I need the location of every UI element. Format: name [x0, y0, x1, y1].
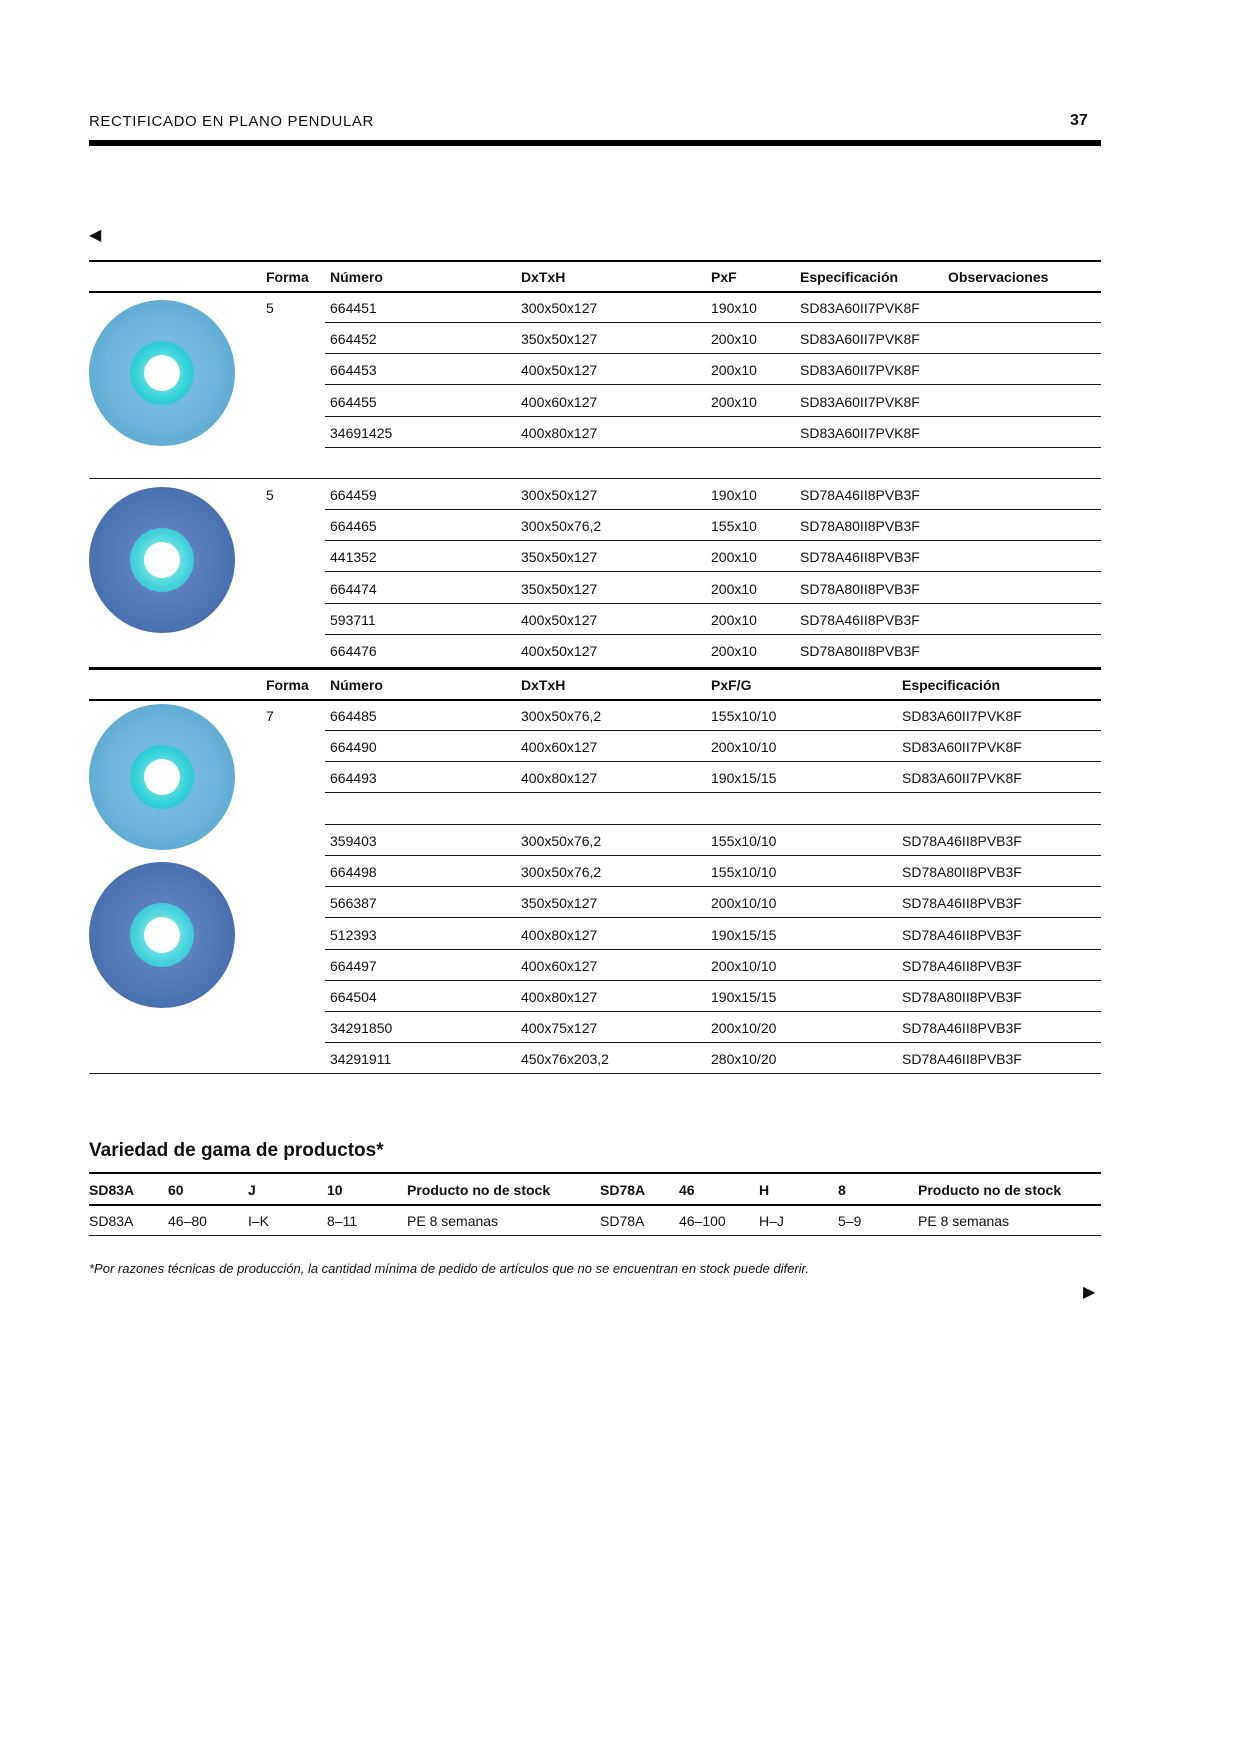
- group-rule: [89, 478, 1101, 479]
- grinding-wheel-image-light: [89, 704, 235, 850]
- table-cell: SD78A46II8PVB3F: [902, 957, 1022, 974]
- table-cell: SD78A46II8PVB3F: [800, 549, 920, 566]
- table-cell: 400x50x127: [521, 362, 598, 379]
- grinding-wheel-image-dark: [89, 862, 235, 1008]
- column-header: SD83A: [89, 1182, 135, 1198]
- table-cell: 34691425: [330, 424, 393, 441]
- table-cell: SD83A60II7PVK8F: [800, 300, 920, 316]
- table-cell: 5–9: [838, 1213, 862, 1229]
- table-cell: 664451: [330, 300, 377, 316]
- table-cell: 200x10: [711, 643, 757, 659]
- table-top-rule: [89, 260, 1101, 262]
- table-cell: 664498: [330, 864, 377, 881]
- table-cell: 190x15/15: [711, 926, 777, 943]
- table-cell: 200x10/10: [711, 957, 777, 974]
- table-cell: 200x10/20: [711, 1020, 777, 1037]
- footnote: *Por razones técnicas de producción, la cantidad mínima de pedido de artículos que no se encuentran en stock puede diferir.: [89, 1261, 810, 1276]
- table-cell: 400x50x127: [521, 611, 598, 628]
- table-cell: 664485: [330, 708, 377, 724]
- table-cell: 400x80x127: [521, 770, 598, 787]
- table-cell: 566387: [330, 895, 377, 912]
- table-cell: 300x50x76,2: [521, 708, 602, 724]
- table-cell: 664459: [330, 487, 377, 503]
- right-triangle-icon[interactable]: ▶: [1083, 1284, 1096, 1301]
- table-cell: I–K: [248, 1213, 270, 1229]
- column-header: DxTxH: [521, 677, 566, 693]
- table-cell: SD78A80II8PVB3F: [902, 864, 1022, 881]
- table-cell: PE 8 semanas: [918, 1213, 1010, 1229]
- table-cell: 664452: [330, 331, 377, 348]
- table-cell: 400x50x127: [521, 643, 598, 659]
- column-header: J: [248, 1182, 256, 1198]
- column-header: Forma: [266, 677, 309, 693]
- column-header: Observaciones: [948, 269, 1049, 285]
- table-cell: SD78A80II8PVB3F: [800, 643, 920, 659]
- row-rule: [325, 792, 1101, 793]
- row-rule: [325, 824, 1101, 825]
- row-rule: [325, 1011, 1101, 1012]
- table-cell: H–J: [759, 1213, 784, 1229]
- table-cell: 46–100: [679, 1213, 726, 1229]
- table-cell: 8–11: [327, 1213, 358, 1229]
- table-cell: SD83A: [89, 1213, 134, 1229]
- column-header: PxF/G: [711, 677, 752, 693]
- row-rule: [325, 322, 1101, 323]
- table-cell: SD83A60II7PVK8F: [902, 708, 1022, 724]
- table-cell: 441352: [330, 549, 377, 566]
- column-header: Producto no de stock: [407, 1182, 551, 1198]
- table-cell: SD83A60II7PVK8F: [800, 393, 920, 410]
- table-cell: 400x80x127: [521, 926, 598, 943]
- table-top-rule: [89, 667, 1101, 670]
- column-header: Número: [330, 677, 383, 693]
- table-cell: 190x15/15: [711, 770, 777, 787]
- table-cell: SD83A60II7PVK8F: [902, 739, 1022, 756]
- column-header: 60: [168, 1182, 184, 1198]
- row-rule: [325, 1042, 1101, 1043]
- forma-value: 5: [266, 300, 274, 316]
- table-cell: 200x10/10: [711, 739, 777, 756]
- table-cell: SD78A80II8PVB3F: [902, 989, 1022, 1005]
- table-cell: 300x50x127: [521, 300, 598, 316]
- page-number: 37: [1070, 112, 1088, 129]
- column-header: Producto no de stock: [918, 1182, 1062, 1198]
- table-cell: 200x10: [711, 393, 757, 410]
- table-cell: 350x50x127: [521, 331, 598, 348]
- row-rule: [325, 730, 1101, 731]
- table-cell: 155x10/10: [711, 864, 777, 881]
- row-rule: [325, 571, 1101, 572]
- column-header: DxTxH: [521, 269, 566, 285]
- table-bottom-rule: [89, 1235, 1101, 1236]
- table-cell: SD83A60II7PVK8F: [800, 424, 920, 441]
- table-cell: 155x10/10: [711, 833, 777, 849]
- table-cell: 300x50x76,2: [521, 864, 602, 881]
- table-cell: SD83A60II7PVK8F: [800, 331, 920, 348]
- row-rule: [325, 603, 1101, 604]
- left-triangle-icon[interactable]: ◀: [89, 227, 102, 244]
- row-rule: [325, 353, 1101, 354]
- table-cell: 200x10: [711, 362, 757, 379]
- table-cell: 34291911: [330, 1051, 392, 1068]
- table-cell: 350x50x127: [521, 895, 598, 912]
- grinding-wheel-image-light: [89, 300, 235, 446]
- column-header: Especificación: [800, 269, 899, 285]
- table-cell: 200x10: [711, 331, 757, 348]
- row-rule: [325, 634, 1101, 635]
- row-rule: [325, 855, 1101, 856]
- row-rule: [325, 917, 1101, 918]
- table-cell: SD83A60II7PVK8F: [902, 770, 1022, 787]
- table-cell: 400x75x127: [521, 1020, 598, 1037]
- table-cell: 400x80x127: [521, 424, 598, 441]
- column-header: 10: [327, 1182, 343, 1198]
- table-cell: 155x10: [711, 518, 757, 535]
- table-cell: 664453: [330, 362, 377, 379]
- table-cell: 155x10/10: [711, 708, 777, 724]
- table-cell: SD83A60II7PVK8F: [800, 362, 920, 379]
- column-header: SD78A: [600, 1182, 646, 1198]
- table-cell: SD78A80II8PVB3F: [800, 518, 920, 535]
- table-cell: 300x50x76,2: [521, 833, 602, 849]
- table-cell: PE 8 semanas: [407, 1213, 499, 1229]
- column-header: H: [759, 1182, 770, 1198]
- column-header: 46: [679, 1182, 695, 1198]
- table-top-rule: [89, 1172, 1101, 1174]
- table-cell: 350x50x127: [521, 580, 598, 597]
- table-cell: SD78A46II8PVB3F: [902, 1020, 1022, 1037]
- row-rule: [325, 540, 1101, 541]
- column-header: PxF: [711, 269, 737, 285]
- table-cell: 664504: [330, 989, 377, 1005]
- grinding-wheel-image-dark: [89, 487, 235, 633]
- column-header: Número: [330, 269, 383, 285]
- table-cell: 664474: [330, 580, 377, 597]
- table-cell: 512393: [330, 926, 377, 943]
- table-cell: 200x10: [711, 611, 757, 628]
- row-rule: [325, 509, 1101, 510]
- table-cell: 664497: [330, 957, 377, 974]
- row-rule: [325, 949, 1101, 950]
- column-header: Especificación: [902, 677, 1001, 693]
- row-rule: [325, 416, 1101, 417]
- table-cell: SD78A46II8PVB3F: [800, 487, 920, 503]
- row-rule: [325, 886, 1101, 887]
- table-cell: 190x10: [711, 487, 757, 503]
- column-header: Forma: [266, 269, 309, 285]
- table-cell: 664476: [330, 643, 377, 659]
- table-cell: 593711: [330, 611, 376, 628]
- table-cell: 34291850: [330, 1020, 393, 1037]
- table-cell: 664493: [330, 770, 377, 787]
- table-cell: 664455: [330, 393, 377, 410]
- table-cell: SD78A46II8PVB3F: [902, 926, 1022, 943]
- table-cell: 450x76x203,2: [521, 1051, 609, 1068]
- table-cell: 300x50x127: [521, 487, 598, 503]
- table-cell: 400x80x127: [521, 989, 598, 1005]
- table-cell: 400x60x127: [521, 393, 598, 410]
- header-rule: [89, 699, 1101, 701]
- row-rule: [325, 384, 1101, 385]
- table-cell: 400x60x127: [521, 957, 598, 974]
- table-cell: 190x10: [711, 300, 757, 316]
- table-cell: SD78A46II8PVB3F: [902, 833, 1022, 849]
- column-header: 8: [838, 1182, 846, 1198]
- table-cell: SD78A46II8PVB3F: [902, 1051, 1022, 1068]
- forma-value: 5: [266, 487, 274, 503]
- table-cell: 400x60x127: [521, 739, 598, 756]
- row-rule: [325, 980, 1101, 981]
- table-cell: 350x50x127: [521, 549, 598, 566]
- table-cell: 200x10: [711, 580, 757, 597]
- header-rule: [89, 291, 1101, 293]
- section-title: Variedad de gama de productos*: [89, 1140, 384, 1161]
- table-cell: SD78A: [600, 1213, 645, 1229]
- table-cell: 664490: [330, 739, 377, 756]
- table-cell: 46–80: [168, 1213, 207, 1229]
- row-rule: [325, 761, 1101, 762]
- header-rule: [89, 1204, 1101, 1206]
- table-cell: SD78A80II8PVB3F: [800, 580, 920, 597]
- row-rule: [325, 447, 1101, 448]
- running-header-title: RECTIFICADO EN PLANO PENDULAR: [89, 113, 374, 130]
- table-cell: 664465: [330, 518, 377, 535]
- table-cell: 359403: [330, 833, 377, 849]
- table-cell: SD78A46II8PVB3F: [800, 611, 920, 628]
- header-rule: [89, 140, 1101, 146]
- row-rule: [89, 1073, 1101, 1074]
- forma-value: 7: [266, 708, 274, 724]
- table-cell: 300x50x76,2: [521, 518, 602, 535]
- table-cell: 200x10: [711, 549, 757, 566]
- table-cell: 200x10/10: [711, 895, 777, 912]
- table-cell: SD78A46II8PVB3F: [902, 895, 1022, 912]
- table-cell: 190x15/15: [711, 989, 777, 1005]
- table-cell: 280x10/20: [711, 1051, 777, 1068]
